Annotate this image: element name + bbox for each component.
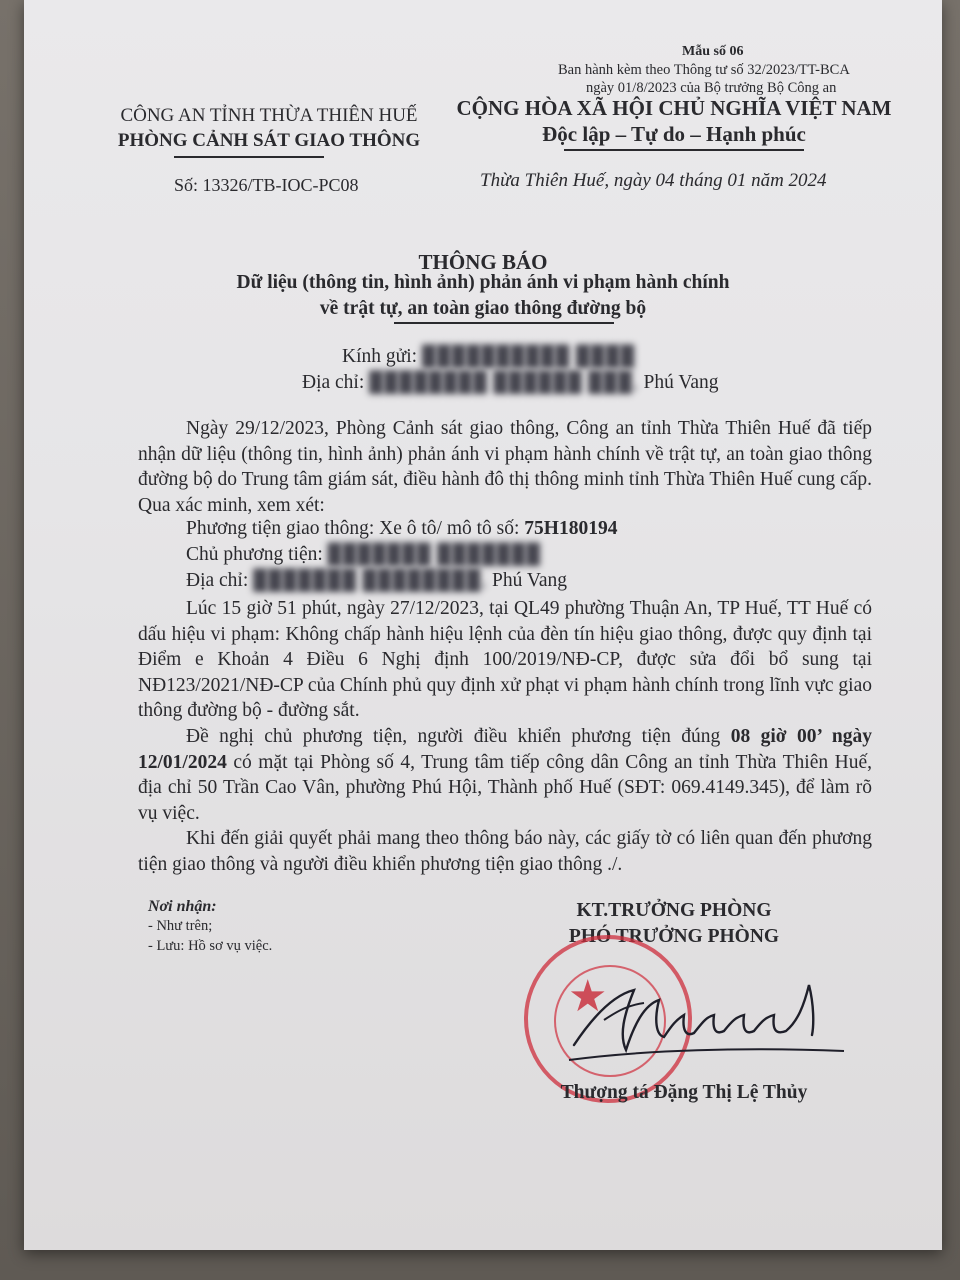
seal-star-icon: ★ <box>568 972 608 1021</box>
vehicle-plate: 75H180194 <box>524 518 618 539</box>
motto-underline <box>564 149 804 151</box>
owner-address-row <box>186 570 567 592</box>
body-paragraph-3 <box>138 724 872 826</box>
recipient-address-label: Địa chỉ: <box>302 372 365 393</box>
notice-subtitle-1: Dữ liệu (thông tin, hình ảnh) phản ánh vi phạm hành chính <box>236 272 730 293</box>
notice-title: THÔNG BÁO <box>418 250 548 274</box>
recipients-item-1: - Như trên; <box>148 918 213 934</box>
document-number: Số: 13326/TB-IOC-PC08 <box>174 175 359 195</box>
recipient-to-redacted: ██████████ ████ <box>421 346 636 367</box>
form-number: Mẫu số 06 <box>682 44 744 59</box>
handwritten-signature <box>564 972 854 1075</box>
signer-name: Thượng tá Đặng Thị Lệ Thủy <box>560 1082 808 1103</box>
recipients-label: Nơi nhận: <box>148 898 217 915</box>
national-title: CỘNG HÒA XÃ HỘI CHỦ NGHĨA VIỆT NAM <box>456 96 892 120</box>
owner-redacted: ███████ ███████ <box>327 544 541 565</box>
owner-address-suffix: Phú Vang <box>492 570 567 591</box>
form-issued-line2: ngày 01/8/2023 của Bộ trưởng Bộ Công an <box>586 80 837 96</box>
owner-address-redacted: ███████ ████████, <box>253 570 488 591</box>
form-issued-line1: Ban hành kèm theo Thông tư số 32/2023/TT-BCA <box>558 62 850 78</box>
owner-address-label: Địa chỉ: <box>186 570 249 591</box>
notice-subtitle-2: về trật tự, an toàn giao thông đường bộ <box>319 298 647 319</box>
para3-appointment-time: 08 giờ 00’ ngày 12/01/2024 <box>138 726 873 773</box>
recipient-address-row <box>302 372 718 394</box>
vehicle-row <box>186 518 617 540</box>
agency-parent: CÔNG AN TỈNH THỪA THIÊN HUẾ <box>120 105 418 126</box>
body-paragraph-2: Lúc 15 giờ 51 phút, ngày 27/12/2023, tại QL49 phường Thuận An, TP Huế, TT Huế có dấu hiệu vi phạm: Không chấp hành hiệu lệnh của đèn tín hiệu giao thông, được quy định tại Điểm e Khoản 4 Điều 6 Nghị định 100/2019/NĐ-CP, được sửa đổi bổ sung tại NĐ123/2021/NĐ-CP của Chính phủ quy định xử phạt vi phạm hành chính trong lĩnh vực giao thông đường bộ - đường sắt. <box>138 598 872 722</box>
recipient-to-label: Kính gửi: <box>342 346 418 367</box>
place-date: Thừa Thiên Huế, ngày 04 tháng 01 năm 2024 <box>480 170 827 191</box>
document-page <box>24 0 942 1250</box>
body-paragraph-1: Ngày 29/12/2023, Phòng Cảnh sát giao thông, Công an tỉnh Thừa Thiên Huế đã tiếp nhận dữ liệu (thông tin, hình ảnh) phản ánh vi phạm hành chính về trật tự, an toàn giao thông đường bộ do Trung tâm giám sát, điều hành đô thị thông minh tỉnh Thừa Thiên Huế cung cấp. Qua xác minh, xem xét: <box>138 418 872 516</box>
owner-row <box>186 544 541 566</box>
para3-start: Đề nghị chủ phương tiện, người điều khiển phương tiện đúng <box>186 726 721 747</box>
agency-underline <box>174 156 324 158</box>
agency-name: PHÒNG CẢNH SÁT GIAO THÔNG <box>117 130 421 151</box>
recipient-address-redacted: ████████ ██████ ███, <box>369 372 639 393</box>
vehicle-label: Phương tiện giao thông: Xe ô tô/ mô tô số: <box>186 518 520 539</box>
recipient-to-row <box>342 346 635 368</box>
owner-label: Chủ phương tiện: <box>186 544 323 565</box>
subtitle-underline <box>394 322 614 324</box>
para3-end: có mặt tại Phòng số 4, Trung tâm tiếp công dân Công an tỉnh Thừa Thiên Huế, địa chỉ 50 Trần Cao Vân, phường Phú Hội, Thành phố Huế (SĐT: 069.4149.345), để làm rõ vụ việc. <box>138 751 872 824</box>
recipient-address-suffix: Phú Vang <box>643 372 719 393</box>
signature-title-1: KT.TRƯỞNG PHÒNG <box>576 900 772 921</box>
body-paragraph-4: Khi đến giải quyết phải mang theo thông báo này, các giấy tờ có liên quan đến phương tiện giao thông và người điều khiển phương tiện giao thông ./. <box>138 828 872 875</box>
signature-title-2: PHÓ TRƯỞNG PHÒNG <box>568 926 780 947</box>
recipients-item-2: - Lưu: Hồ sơ vụ việc. <box>148 938 273 954</box>
national-motto: Độc lập – Tự do – Hạnh phúc <box>542 122 806 146</box>
